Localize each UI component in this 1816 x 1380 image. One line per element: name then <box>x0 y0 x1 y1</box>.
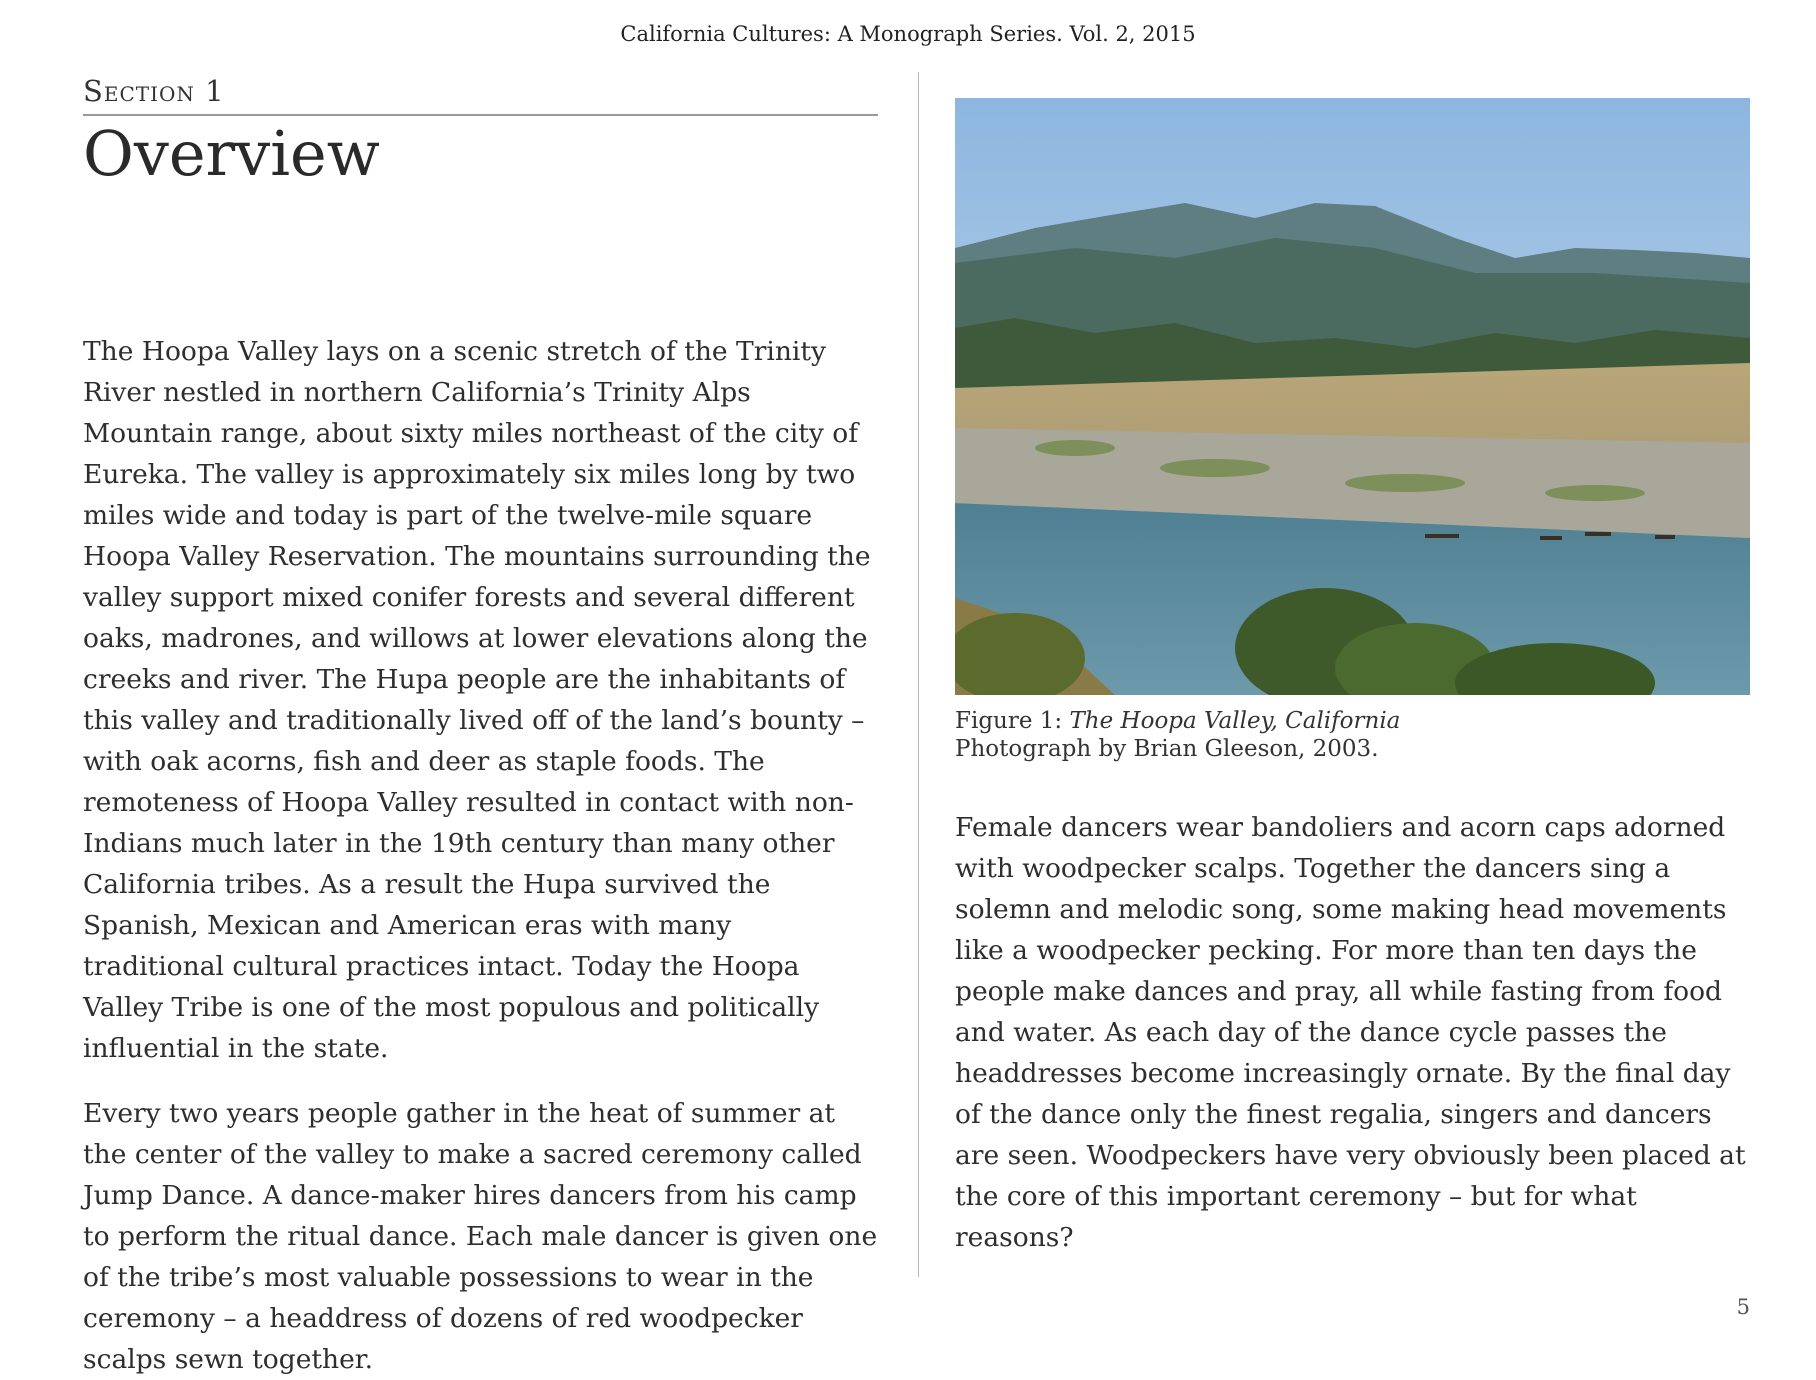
section-title: Overview <box>83 117 380 190</box>
figure-credit: Photograph by Brian Gleeson, 2003. <box>955 736 1379 762</box>
figure-label: Figure 1: <box>955 708 1070 734</box>
body-paragraph: The Hoopa Valley lays on a scenic stretch of the Trinity River nestled in northern California’s Trinity Alps Mountain range, about sixty miles northeast of the city of Eureka. The valley is approximately six miles long by two miles wide and today is part of the twelve-mile square Hoopa Valley Reservation. The mountains surrounding the valley support mixed conifer forests and several different oaks, madrones, and willows at lower elevations along the creeks and river. The Hupa people are the inhabitants of this valley and traditionally lived off of the land’s bounty – with oak acorns, fish and deer as staple foods. The remoteness of Hoopa Valley resulted in contact with non-Indians much later in the 19th century than many other California tribes. As a result the Hupa survived the Spanish, Mexican and American eras with many traditional cultural practices intact. Today the Hoopa Valley Tribe is one of the most populous and politically influential in the state. <box>83 336 871 1065</box>
right-column <box>955 98 1750 1258</box>
left-column <box>83 74 878 1380</box>
section-label: Section 1 <box>83 74 878 116</box>
running-header: California Cultures: A Monograph Series. Vol. 2, 2015 <box>620 22 1196 46</box>
figure-title: The Hoopa Valley, California <box>1069 708 1401 734</box>
body-paragraph: Female dancers wear bandoliers and acorn caps adorned with woodpecker scalps. Together the dancers sing a solemn and melodic song, some making head movements like a woodpecker pecking. For more than ten days the people make dances and pray, all while fasting from food and water. As each day of the dance cycle passes the headdresses become increasingly ornate. By the final day of the dance only the finest regalia, singers and dancers are seen. Woodpeckers have very obviously been placed at the core of this important ceremony – but for what reasons? <box>955 812 1746 1253</box>
body-paragraph: Every two years people gather in the heat of summer at the center of the valley to make a sacred ceremony called Jump Dance. A dance-maker hires dancers from his camp to perform the ritual dance. Each male dancer is given one of the tribe’s most valuable possessions to wear in the ceremony – a headdress of dozens of red woodpecker scalps sewn together. <box>83 1098 878 1376</box>
page-number: 5 <box>1736 1295 1750 1319</box>
column-divider <box>918 72 919 1277</box>
figure-caption <box>955 707 1750 763</box>
hoopa-valley-photo <box>955 98 1750 695</box>
